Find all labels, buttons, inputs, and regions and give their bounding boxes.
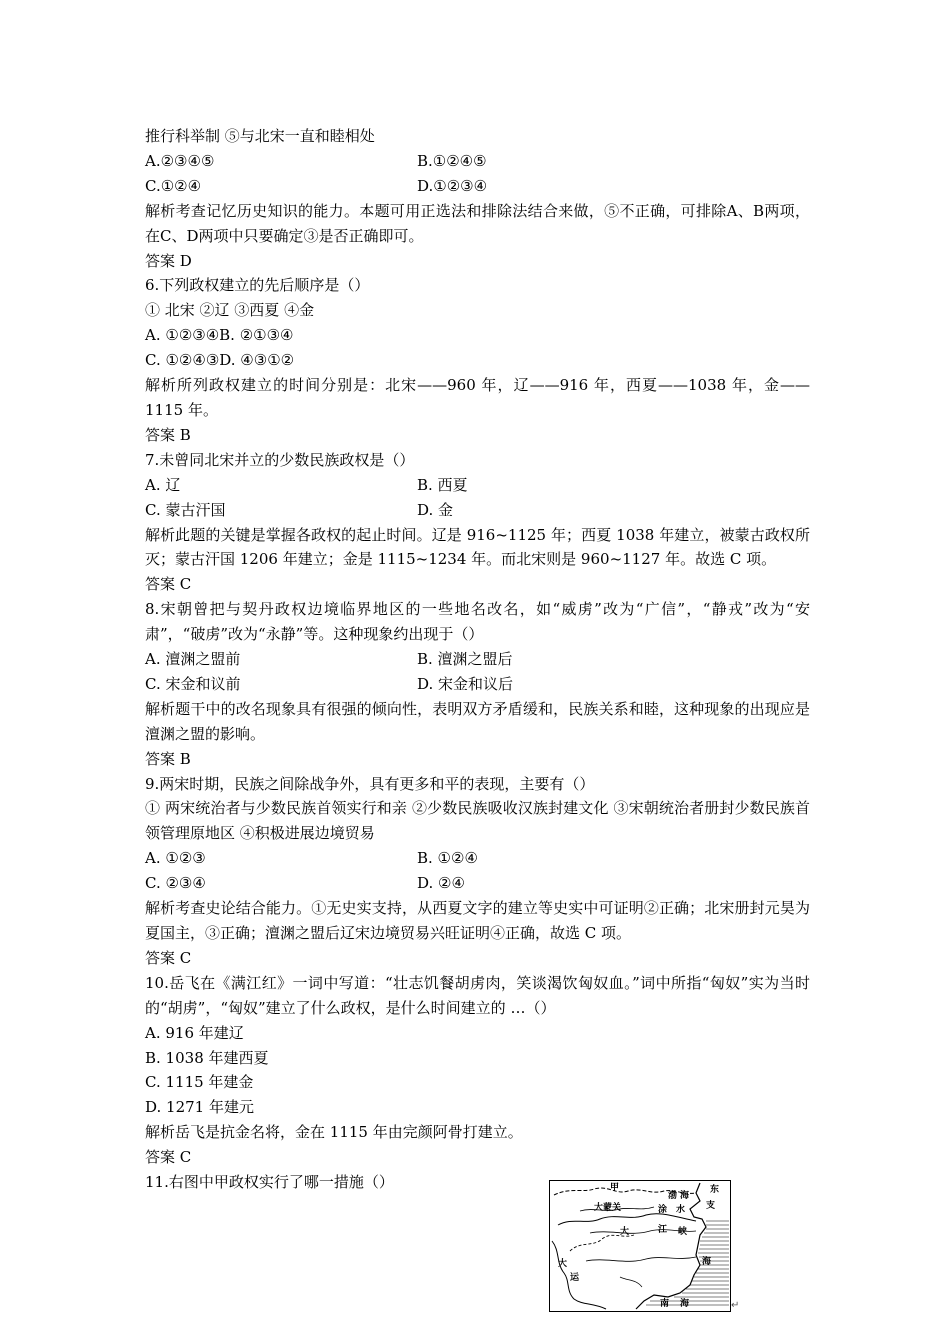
q9-option-b: B. ①②④ <box>417 849 478 868</box>
q8-option-c: C. 宋金和议前 <box>145 674 241 693</box>
q10-stem: 10.岳飞在《满江红》一词中写道：“壮志饥餐胡虏肉，笑谈渴饮匈奴血。”词中所指“匈奴”实为当时的“胡虏”，“匈奴”建立了什么政权，是什么时间建立的 …（） <box>145 973 810 1017</box>
q7-option-a: A. 辽 <box>145 475 181 494</box>
q5-option-c: C.①②④ <box>145 176 202 195</box>
q7-options-row-2 <box>145 498 810 523</box>
q6-options-line-2: C. ①②④③D. ④③①② <box>145 351 295 370</box>
q9-option-c: C. ②③④ <box>145 874 206 893</box>
q5-options-row-2 <box>145 174 810 199</box>
q8-options-row-2 <box>145 672 810 697</box>
q5-option-b: B.①②④⑤ <box>417 151 487 170</box>
q7-option-c: C. 蒙古汗国 <box>145 500 226 519</box>
q7-option-d: D. 金 <box>417 500 454 519</box>
q8-option-d: D. 宋金和议后 <box>417 674 514 693</box>
q7-answer: 答案 C <box>145 575 192 594</box>
q10-option-c: C. 1115 年建金 <box>145 1073 254 1092</box>
document-body <box>145 124 810 1195</box>
map-label-dong: 东 <box>710 1185 720 1195</box>
map-label-nan: 南 <box>660 1299 670 1309</box>
q7-analysis: 解析此题的关键是掌握各政权的起止时间。辽是 916~1125 年；西夏 1038 年建立，被蒙古政权所灭；蒙古汗国 1206 年建立；金是 1115~1234 年。而北宋则是 960~1127 年。故选 C 项。 <box>145 525 810 569</box>
map-label-damengguan: 大蒙关 <box>594 1203 622 1213</box>
q9-stem: 9.两宋时期，民族之间除战争外，具有更多和平的表现，主要有（） <box>145 774 595 793</box>
q8-option-a: A. 澶渊之盟前 <box>145 650 241 669</box>
map-label-bo: 渤 <box>668 1191 678 1201</box>
map-label-da-sw: 大 <box>558 1259 568 1269</box>
q9-option-a: A. ①②③ <box>145 849 206 868</box>
q7-stem: 7.未曾同北宋并立的少数民族政权是（） <box>145 450 415 469</box>
map-label-da: 大 <box>620 1227 630 1237</box>
q11-stem: 11.右图中甲政权实行了哪一措施（） <box>145 1173 394 1192</box>
map-label-tu: 涂 <box>658 1205 668 1215</box>
q8-stem: 8.宋朝曾把与契丹政权边境临界地区的一些地名改名，如“威虏”改为“广信”，“静戎”改为“安肃”，“破虏”改为“永静”等。这种现象约出现于（） <box>145 600 810 644</box>
q8-answer: 答案 B <box>145 749 191 768</box>
q5-answer: 答案 D <box>145 251 192 270</box>
paragraph-return-mark: ↵ <box>731 1300 740 1311</box>
map-label-hai-south: 海 <box>680 1299 690 1309</box>
q10-answer: 答案 C <box>145 1148 192 1167</box>
q9-items: ① 两宋统治者与少数民族首领实行和亲 ②少数民族吸收汉族封建文化 ③宋朝统治者册封少数民族首领管理原地区 ④积极进展边境贸易 <box>145 799 810 843</box>
q6-answer: 答案 B <box>145 425 191 444</box>
q6-items: ① 北宋 ②辽 ③西夏 ④金 <box>145 301 315 320</box>
q10-option-d: D. 1271 年建元 <box>145 1098 254 1117</box>
q6-stem: 6.下列政权建立的先后顺序是（） <box>145 276 370 295</box>
q10-option-b: B. 1038 年建西夏 <box>145 1048 269 1067</box>
q5-stem-tail: 推行科举制 ⑤与北宋一直和睦相处 <box>145 127 375 145</box>
q5-option-a: A.②③④⑤ <box>145 151 215 170</box>
map-label-shui: 水 <box>676 1205 686 1215</box>
q8-option-b: B. 澶渊之盟后 <box>417 650 513 669</box>
q9-option-d: D. ②④ <box>417 874 465 893</box>
q5-analysis: 解析考查记忆历史知识的能力。本题可用正选法和排除法结合来做，⑤不正确，可排除A、B两项，在C、D两项中只要确定③是否正确即可。 <box>145 201 810 245</box>
q9-analysis: 解析考查史论结合能力。①无史实支持，从西夏文字的建立等史实中可证明②正确；北宋册封元昊为夏国主，③正确；澶渊之盟后辽宋边境贸易兴旺证明④正确，故选 C 项。 <box>145 899 810 942</box>
map-label-xia: 峡 <box>678 1227 688 1237</box>
q8-analysis: 解析题干中的改名现象具有很强的倾向性，表明双方矛盾缓和，民族关系和睦，这种现象的出现应是澶渊之盟的影响。 <box>145 699 810 743</box>
q10-option-a: A. 916 年建辽 <box>145 1023 244 1042</box>
map-label-jiang: 江 <box>658 1225 668 1235</box>
q9-options-row-2 <box>145 871 810 896</box>
map-label-zhi: 支 <box>706 1201 716 1211</box>
historical-map <box>549 1180 731 1312</box>
q5-option-d: D.①②③④ <box>417 176 488 195</box>
map-label-yun: 运 <box>570 1273 580 1283</box>
map-label-jia: 甲 <box>610 1183 620 1193</box>
map-label-hai-east: 海 <box>702 1257 712 1267</box>
q7-options-row-1 <box>145 473 810 498</box>
map-drawing <box>550 1181 730 1311</box>
q6-options-line-1: A. ①②③④B. ②①③④ <box>145 326 294 345</box>
q9-options-row-1 <box>145 846 810 871</box>
q6-analysis: 解析所列政权建立的时间分别是：北宋——960 年，辽——916 年，西夏——1038 年，金——1115 年。 <box>145 376 810 419</box>
q8-options-row-1 <box>145 647 810 672</box>
q5-options-row-1 <box>145 149 810 174</box>
q7-option-b: B. 西夏 <box>417 475 468 494</box>
q9-answer: 答案 C <box>145 948 192 967</box>
q10-analysis: 解析岳飞是抗金名将，金在 1115 年由完颜阿骨打建立。 <box>145 1123 523 1142</box>
map-label-hai: 海 <box>680 1191 690 1201</box>
